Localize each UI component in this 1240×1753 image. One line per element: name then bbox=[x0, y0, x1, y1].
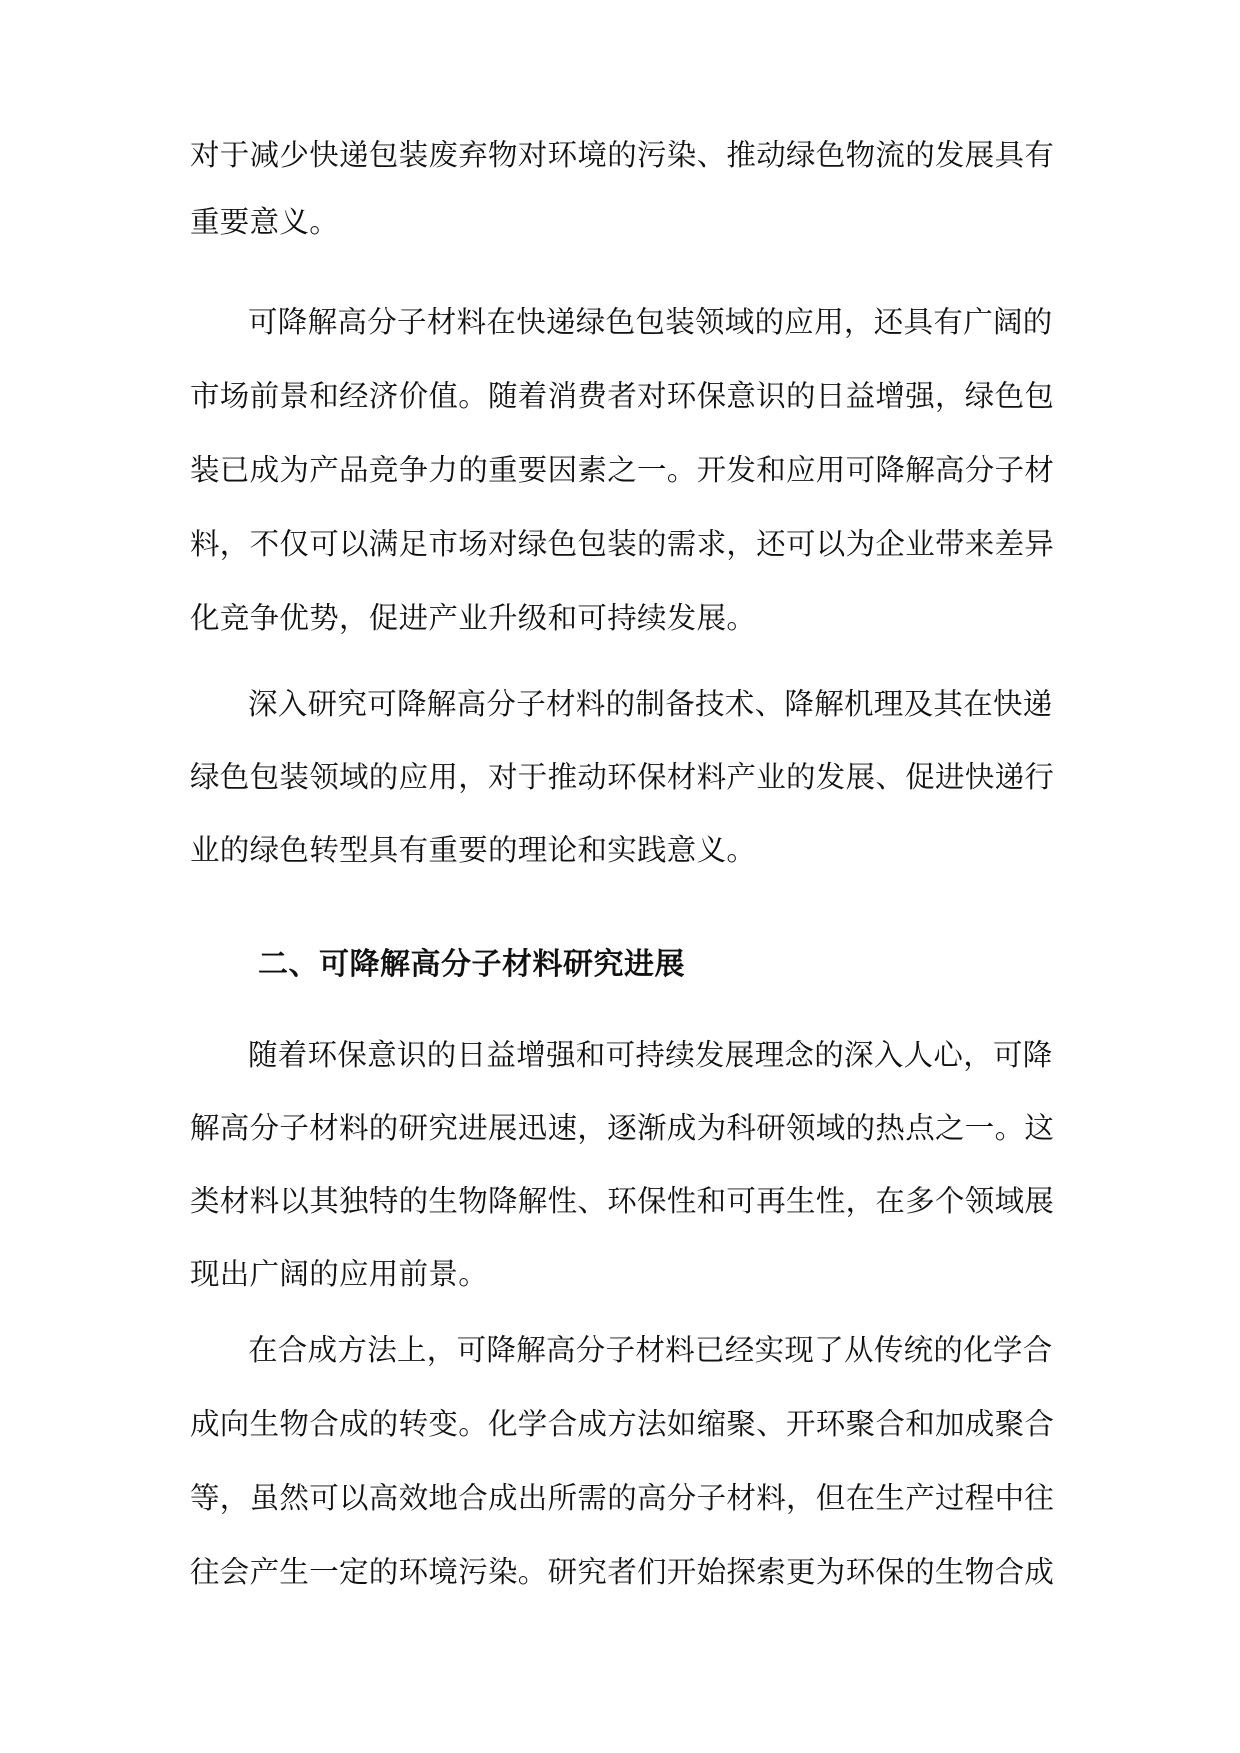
paragraph-line: 化竞争优势，促进产业升级和可持续发展。 bbox=[190, 601, 757, 635]
paragraph-line: 可降解高分子材料在快递绿色包装领域的应用，还具有广阔的 bbox=[248, 305, 1053, 339]
paragraph-line: 深入研究可降解高分子材料的制备技术、降解机理及其在快递 bbox=[248, 687, 1053, 721]
paragraph-line: 现出广阔的应用前景。 bbox=[190, 1257, 489, 1291]
paragraph-line: 业的绿色转型具有重要的理论和实践意义。 bbox=[190, 833, 757, 867]
paragraph-line: 重要意义。 bbox=[190, 205, 340, 239]
paragraph-line: 成向生物合成的转变。化学合成方法如缩聚、开环聚合和加成聚合 bbox=[190, 1407, 1055, 1441]
paragraph-line: 类材料以其独特的生物降解性、环保性和可再生性，在多个领域展 bbox=[190, 1184, 1055, 1218]
paragraph-line: 等，虽然可以高效地合成出所需的高分子材料，但在生产过程中往 bbox=[190, 1481, 1055, 1515]
paragraph-line: 解高分子材料的研究进展迅速，逐渐成为科研领域的热点之一。这 bbox=[190, 1111, 1055, 1145]
paragraph-line: 对于减少快递包装废弃物对环境的污染、推动绿色物流的发展具有 bbox=[190, 138, 1055, 172]
paragraph-line: 绿色包装领域的应用，对于推动环保材料产业的发展、促进快递行 bbox=[190, 760, 1055, 794]
paragraph-line: 料，不仅可以满足市场对绿色包装的需求，还可以为企业带来差异 bbox=[190, 527, 1055, 561]
paragraph-line: 在合成方法上，可降解高分子材料已经实现了从传统的化学合 bbox=[248, 1333, 1053, 1367]
paragraph-line: 装已成为产品竞争力的重要因素之一。开发和应用可降解高分子材 bbox=[190, 453, 1055, 487]
paragraph-line: 随着环保意识的日益增强和可持续发展理念的深入人心，可降 bbox=[248, 1038, 1053, 1072]
paragraph-line: 市场前景和经济价值。随着消费者对环保意识的日益增强，绿色包 bbox=[190, 379, 1055, 413]
section-heading: 二、可降解高分子材料研究进展 bbox=[258, 947, 685, 982]
paragraph-line: 往会产生一定的环境污染。研究者们开始探索更为环保的生物合成 bbox=[190, 1555, 1055, 1589]
